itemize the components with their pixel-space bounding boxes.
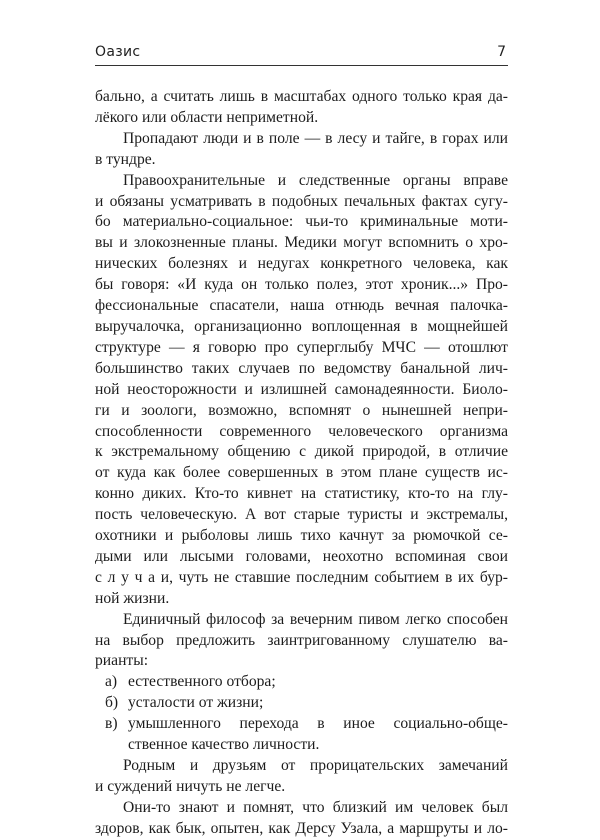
paragraph (95, 756, 508, 798)
text-line: здоров, как бык, опытен, как Дерсу Узала, а маршруты и ло- (95, 819, 508, 837)
list-marker: а) (105, 673, 118, 691)
page-number: 7 (497, 44, 506, 60)
text-line: с л у ч а и, чуть не ставшие последним событием в их бур- (95, 568, 508, 586)
text-line: дыми или лысыми головами, неохотно вспоминая свои (95, 547, 508, 565)
text-line: фессиональные спасатели, наша отнюдь вечная палочка- (95, 297, 508, 315)
paragraph (95, 798, 508, 840)
paragraph (95, 610, 508, 673)
text-line: умышленного перехода в иное социально-обще- (128, 715, 508, 733)
text-line: большинство таких случаев по ведомству банальной лич- (95, 359, 508, 377)
text-line: пость человеческую. А вот старые туристы и экстремалы, (95, 506, 508, 524)
text-line: естественного отбора; (128, 673, 276, 691)
text-line: к экстремальному общению с дикой природой, в отличие (95, 443, 508, 461)
text-line: усталости от жизни; (128, 694, 264, 712)
text-line: бо материально-социальное: чьи-то криминальные моти- (95, 213, 508, 231)
list-marker: в) (105, 715, 118, 733)
text-line: в тундре. (95, 150, 156, 168)
enumerated-list (95, 672, 508, 756)
text-line: Правоохранительные и следственные органы вправе (123, 171, 508, 189)
text-line: лёкого или области неприметной. (95, 108, 319, 126)
paragraph (95, 129, 508, 171)
text-line: рианты: (95, 652, 149, 670)
text-line: бально, а считать лишь в масштабах одного только края да- (95, 88, 508, 105)
text-line: Родным и друзьям от прорицательских замечаний (123, 757, 508, 774)
paragraph-continued (95, 87, 508, 129)
list-item (100, 693, 508, 714)
text-line: Единичный философ за вечерним пивом легко способен (123, 610, 508, 628)
text-line: на выбор предложить заинтригованному слушателю ва- (95, 631, 508, 649)
text-line: ной жизни. (95, 589, 170, 607)
page-body (95, 87, 508, 840)
text-line: и обязаны усматривать в подобных печальных фактах сугу- (95, 192, 508, 210)
text-line: вы и злокозненные планы. Медики могут вспомнить о хро- (95, 234, 508, 252)
running-header (95, 43, 508, 66)
text-line: способленности современного человеческого организма (95, 422, 508, 440)
text-line: структуре — я говорю про суперглыбу МЧС — отошлют (95, 338, 508, 356)
text-line: выручалочка, организационно воплощенная в мощнейшей (95, 317, 508, 335)
list-item (100, 672, 508, 693)
text-line: от куда как более совершенных в этом плане существ ис- (95, 464, 508, 482)
text-line: бы говоря: «И куда он только полез, этот хроник...» Про- (95, 276, 508, 294)
text-line: нических болезнях и недугах конкретного человека, как (95, 255, 508, 273)
text-line: ги и зоологи, возможно, вспомнят о нынешней непри- (95, 401, 508, 419)
running-title: Оазис (95, 44, 141, 60)
text-line: и суждений ничуть не легче. (95, 777, 286, 795)
text-line: ной неосторожности и излишней самонадеянности. Биоло- (95, 380, 508, 398)
text-line: охотники и рыболовы лишь тихо качнут за рюмочкой се- (95, 527, 508, 545)
paragraph (95, 171, 508, 610)
list-marker: б) (105, 694, 119, 712)
text-line: Пропадают люди и в поле — в лесу и тайге, в горах или (123, 129, 508, 147)
text-line: конно диких. Кто-то кивнет на статистику, кто-то на глу- (95, 485, 508, 503)
text-line: ственное качество личности. (128, 736, 320, 754)
text-line: Они-то знают и помнят, что близкий им человек был (123, 798, 508, 816)
